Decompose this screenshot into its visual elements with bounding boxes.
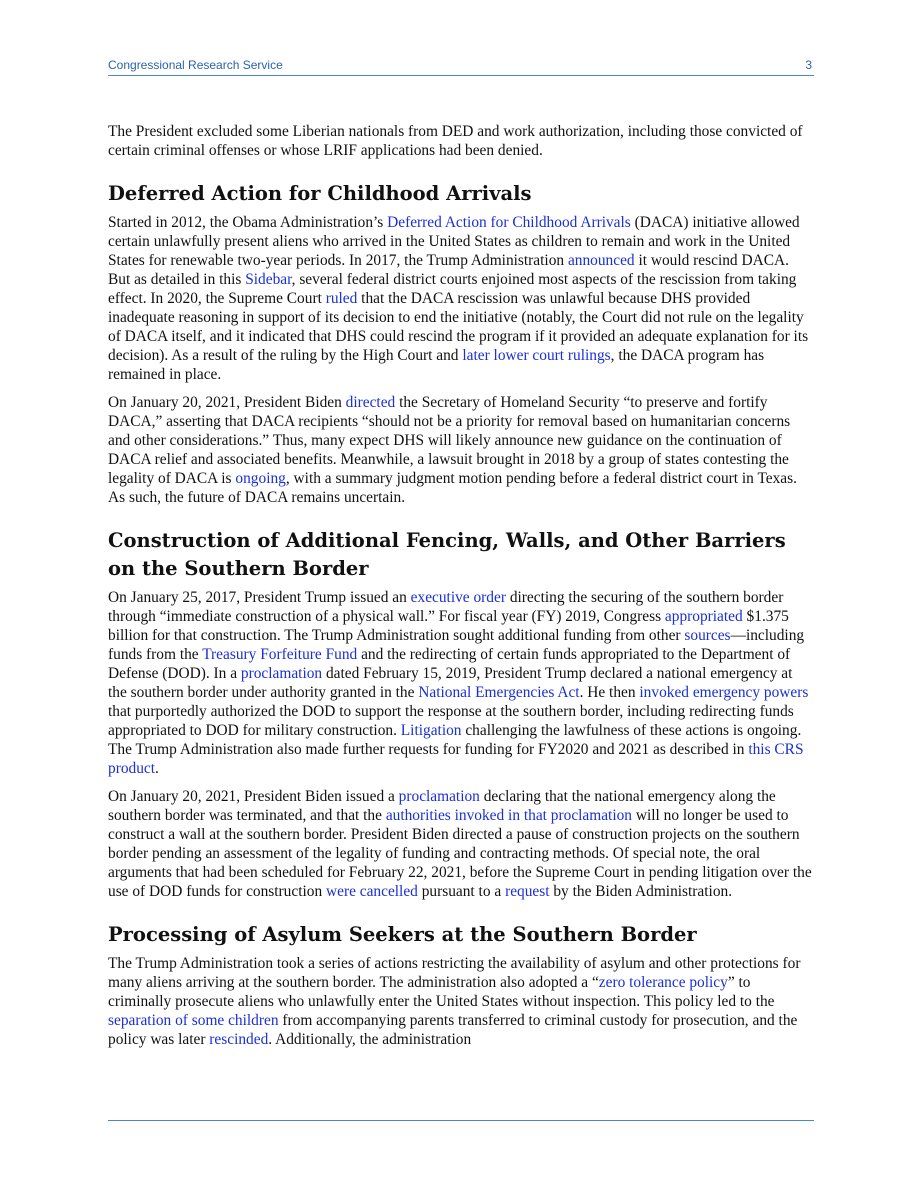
inline-link[interactable]: executive order (410, 589, 506, 606)
inline-link[interactable]: Treasury Forfeiture Fund (202, 646, 358, 663)
inline-link[interactable]: directed (345, 394, 396, 411)
body-paragraph (108, 954, 814, 1049)
text-run: dated February 15, 2019, President Trump declared a national emergency at the southern border under authority granted in the (108, 665, 793, 701)
inline-link[interactable]: proclamation (398, 788, 480, 805)
footer-rule (108, 1120, 814, 1121)
header-organization: Congressional Research Service (108, 58, 283, 72)
text-run: —including funds from the (108, 627, 805, 663)
text-run: . He then (579, 684, 640, 701)
text-run: declaring that the national emergency along the southern border was terminated, and that the (108, 788, 776, 824)
text-run: pursuant to a (417, 883, 506, 900)
inline-link[interactable]: appropriated (664, 608, 743, 625)
text-run: by the Biden Administration. (549, 883, 733, 900)
text-run: The President excluded some Liberian nationals from DED and work authorization, including those convicted of certain criminal offenses or whose LRIF applications had been denied. (108, 123, 803, 159)
text-run: it would rescind DACA. But as detailed in this (108, 252, 789, 288)
text-run: and the redirecting of certain funds appropriated to the Department of Defense (DOD). In a (108, 646, 791, 682)
inline-link[interactable]: invoked emergency powers (639, 684, 809, 701)
page-header (108, 57, 814, 76)
text-run: The Trump Administration took a series of actions restricting the availability of asylum and other protections for many aliens arriving at the southern border. The administration also adopted a “ (108, 955, 801, 991)
text-run: that the DACA rescission was unlawful because DHS provided inadequate reasoning in support of its decision to end the initiative (notably, the Court did not rule on the legality of DACA itself, and it indicated that DHS could rescind the program if it provided an adequate explanation for its decision). As a result of the ruling by the High Court and (108, 290, 809, 364)
section-heading: Processing of Asylum Seekers at the Southern Border (108, 923, 697, 946)
text-run: On January 20, 2021, President Biden (108, 394, 346, 411)
body-paragraph (108, 393, 814, 507)
inline-link[interactable]: rescinded (209, 1031, 269, 1048)
inline-link[interactable]: Deferred Action for Childhood Arrivals (387, 214, 631, 231)
text-run: . (155, 760, 159, 777)
body-paragraph (108, 213, 814, 384)
inline-link[interactable]: zero tolerance policy (598, 974, 728, 991)
inline-link[interactable]: Litigation (400, 722, 462, 739)
inline-link[interactable]: Sidebar (245, 271, 292, 288)
inline-link[interactable]: ongoing (235, 470, 286, 487)
inline-link[interactable]: authorities invoked in that proclamation (385, 807, 633, 824)
text-run: ” to criminally prosecute aliens who unlawfully enter the United States without inspection. This policy led to the (108, 974, 775, 1010)
text-run: On January 25, 2017, President Trump issued an (108, 589, 411, 606)
text-run: challenging the lawfulness of these actions is ongoing. The Trump Administration also made further requests for funding for FY2020 and 2021 as described in (108, 722, 802, 758)
inline-link[interactable]: announced (567, 252, 635, 269)
text-run: , the DACA program has remained in place. (108, 347, 765, 383)
inline-link[interactable]: proclamation (240, 665, 323, 682)
inline-link[interactable]: later lower court rulings (462, 347, 611, 364)
text-run: . Additionally, the administration (268, 1031, 472, 1048)
inline-link[interactable]: request (505, 883, 550, 900)
body-paragraph (108, 122, 814, 160)
text-run: (DACA) initiative allowed certain unlawfully present aliens who arrived in the United States as children to remain and work in the United States for renewable two-year periods. In 2017, the Trump Administration (108, 214, 800, 269)
text-run: , several federal district courts enjoined most aspects of the rescission from taking effect. In 2020, the Supreme Court (108, 271, 797, 307)
inline-link[interactable]: National Emergencies Act (418, 684, 580, 701)
section-heading: Deferred Action for Childhood Arrivals (108, 182, 532, 205)
inline-link[interactable]: ruled (325, 290, 358, 307)
text-run: On January 20, 2021, President Biden issued a (108, 788, 399, 805)
body-paragraph (108, 588, 814, 778)
inline-link[interactable]: sources (684, 627, 731, 644)
text-run: directing the securing of the southern border through “immediate construction of a physical wall.” For fiscal year (FY) 2019, Congress (108, 589, 784, 625)
page-number: 3 (805, 58, 812, 72)
text-run: from accompanying parents transferred to criminal custody for prosecution, and the policy was later (108, 1012, 798, 1048)
text-run: , with a summary judgment motion pending before a federal district court in Texas. As such, the future of DACA remains uncertain. (108, 470, 797, 506)
document-body (108, 122, 814, 1058)
inline-link[interactable]: separation of some children (108, 1012, 279, 1029)
text-run: the Secretary of Homeland Security “to preserve and fortify DACA,” asserting that DACA recipients “should not be a priority for removal based on humanitarian concerns and other considerations.” Thus, many expect DHS will likely announce new guidance on the continuation of DACA relief and associated benefits. Meanwhile, a lawsuit brought in 2018 by a group of states contesting the legality of DACA is (108, 394, 791, 487)
inline-link[interactable]: this CRS product (108, 741, 804, 777)
inline-link[interactable]: were cancelled (326, 883, 418, 900)
text-run: will no longer be used to construct a wall at the southern border. President Biden directed a pause of construction projects on the southern border pending an assessment of the legality of funding and contracting methods. Of special note, the oral arguments that had been scheduled for February 22, 2021, before the Supreme Court in pending litigation over the use of DOD funds for construction (108, 807, 812, 900)
body-paragraph (108, 787, 814, 901)
text-run: that purportedly authorized the DOD to support the response at the southern border, including redirecting funds appropriated to DOD for military construction. (108, 703, 794, 739)
text-run: Started in 2012, the Obama Administration’s (108, 214, 388, 231)
text-run: $1.375 billion for that construction. The Trump Administration sought additional funding from other (108, 608, 789, 644)
section-heading: Construction of Additional Fencing, Walls, and Other Barriers on the Southern Border (108, 529, 786, 580)
